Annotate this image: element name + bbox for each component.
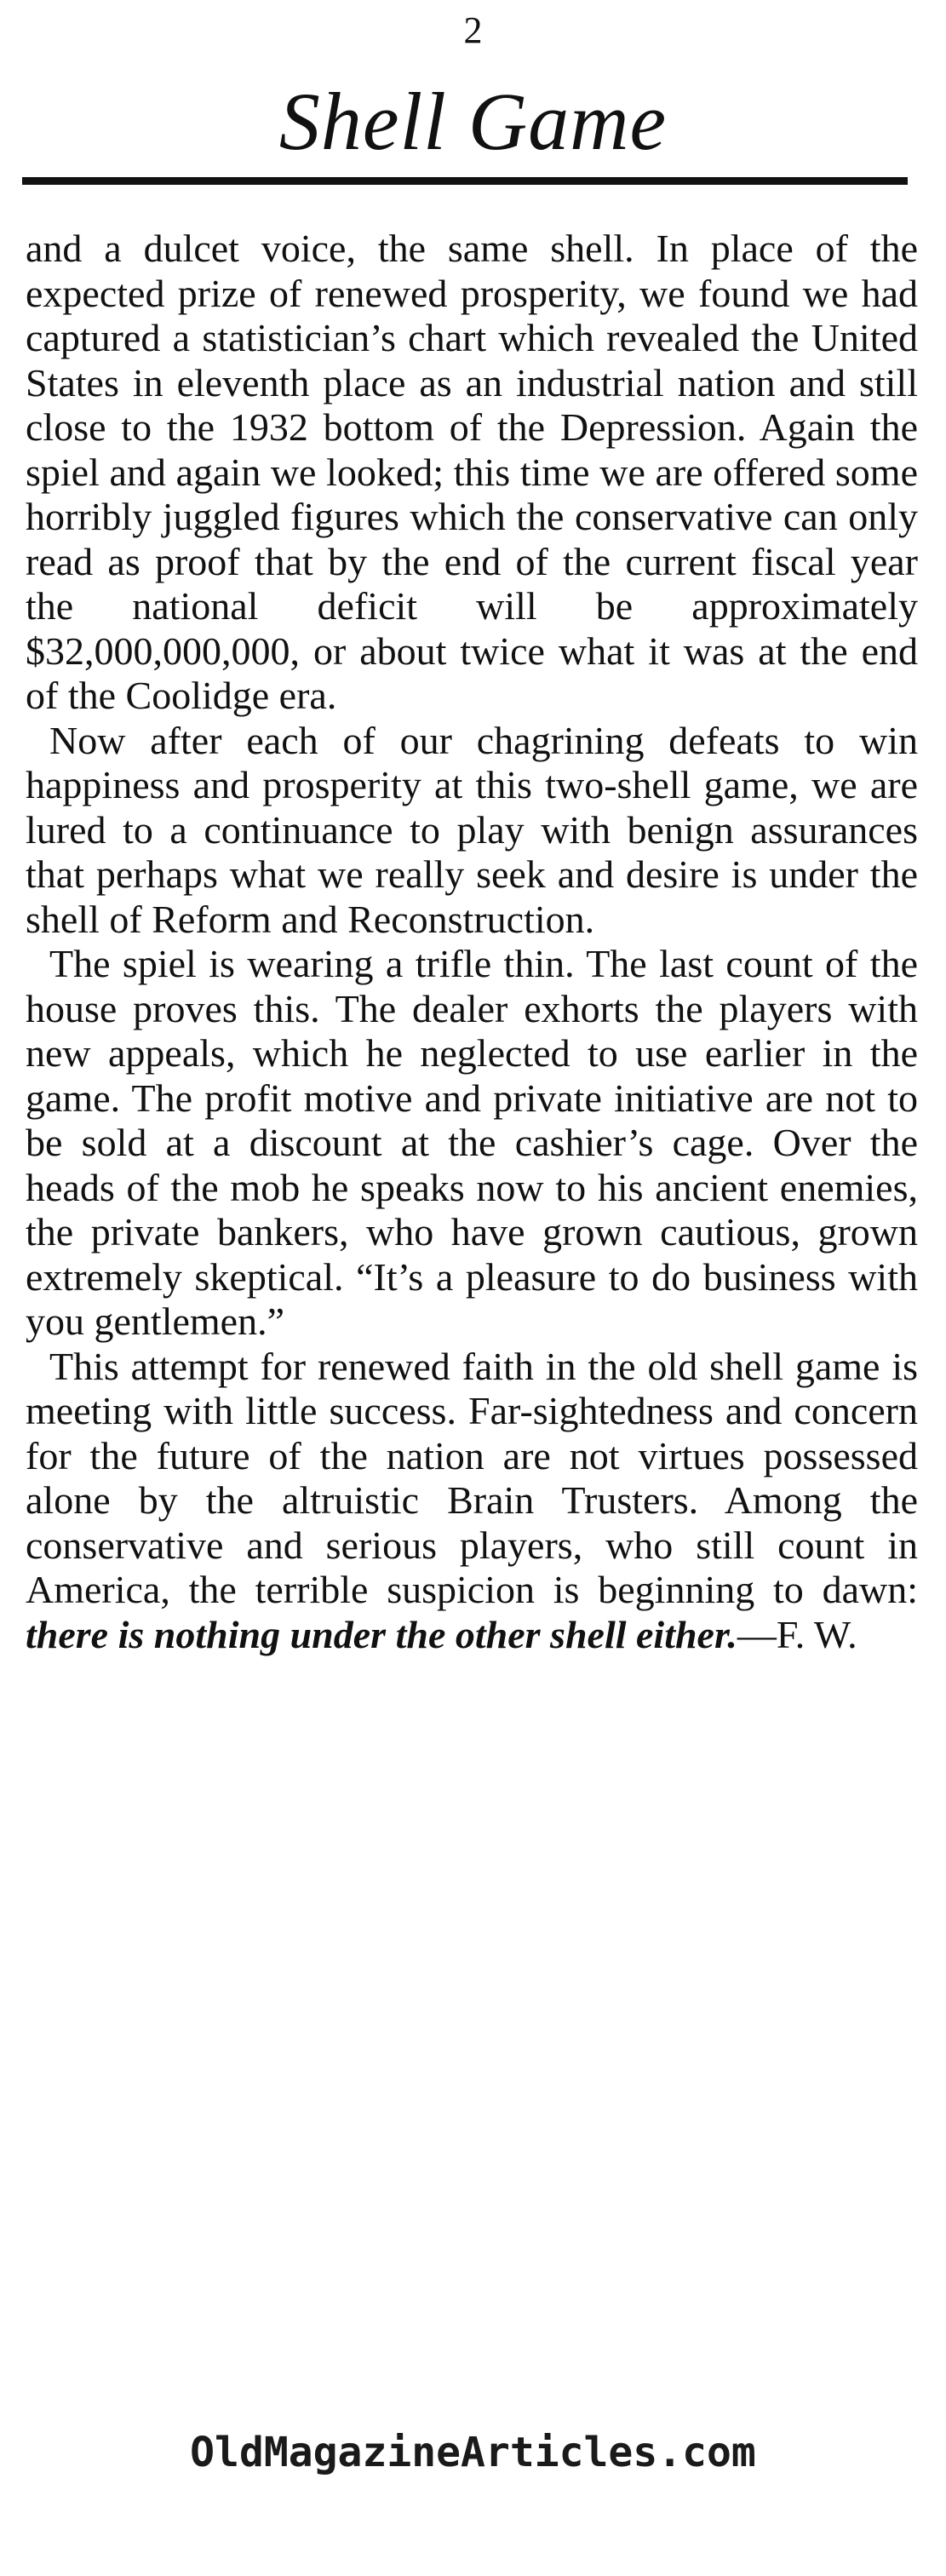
article-body	[26, 227, 918, 1657]
paragraph-4-emphasis: there is nothing under the other shell either.	[26, 1612, 737, 1656]
site-watermark: OldMagazineArticles.com	[190, 2429, 756, 2476]
signature: —F. W.	[737, 1612, 857, 1656]
page-number: 2	[463, 9, 483, 51]
paragraph-2: Now after each of our chagrining defeats to win happiness and prosperity at this two-shell game, we are lured to a continuance to play with benign assurances that perhaps what we really seek and desire is under the shell of Reform and Reconstruction.	[26, 718, 918, 941]
article-title: Shell Game	[278, 76, 668, 167]
title-rule	[22, 177, 908, 185]
paragraph-4	[26, 1345, 918, 1658]
paragraph-1: and a dulcet voice, the same shell. In place of the expected prize of renewed prosperity, we found we had captured a statistician’s chart which revealed the United States in eleventh place as an industrial nation and still close to the 1932 bottom of the Depression. Again the spiel and again we looked; this time we are offered some horribly juggled figures which the conservative can only read as proof that by the end of the current fiscal year the national deficit will be approximately $32,000,000,000, or about twice what it was at the end of the Coolidge era.	[26, 227, 918, 717]
paragraph-3: The spiel is wearing a trifle thin. The last count of the house proves this. The dealer exhorts the players with new appeals, which he neglected to use earlier in the game. The profit motive and private initiative are not to be sold at a discount at the cashier’s cage. Over the heads of the mob he speaks now to his ancient enemies, the private bankers, who have grown cautious, grown extremely skeptical. “It’s a pleasure to do business with you gentlemen.”	[26, 942, 918, 1343]
paragraph-4-text: This attempt for renewed faith in the old shell game is meeting with little success. Far-sightedness and concern for the future of the nation are not virtues possessed alone by the altruistic Brain Trusters. Among the conservative and serious players, who still count in America, the terrible suspicion is beginning to dawn:	[26, 1344, 918, 1611]
